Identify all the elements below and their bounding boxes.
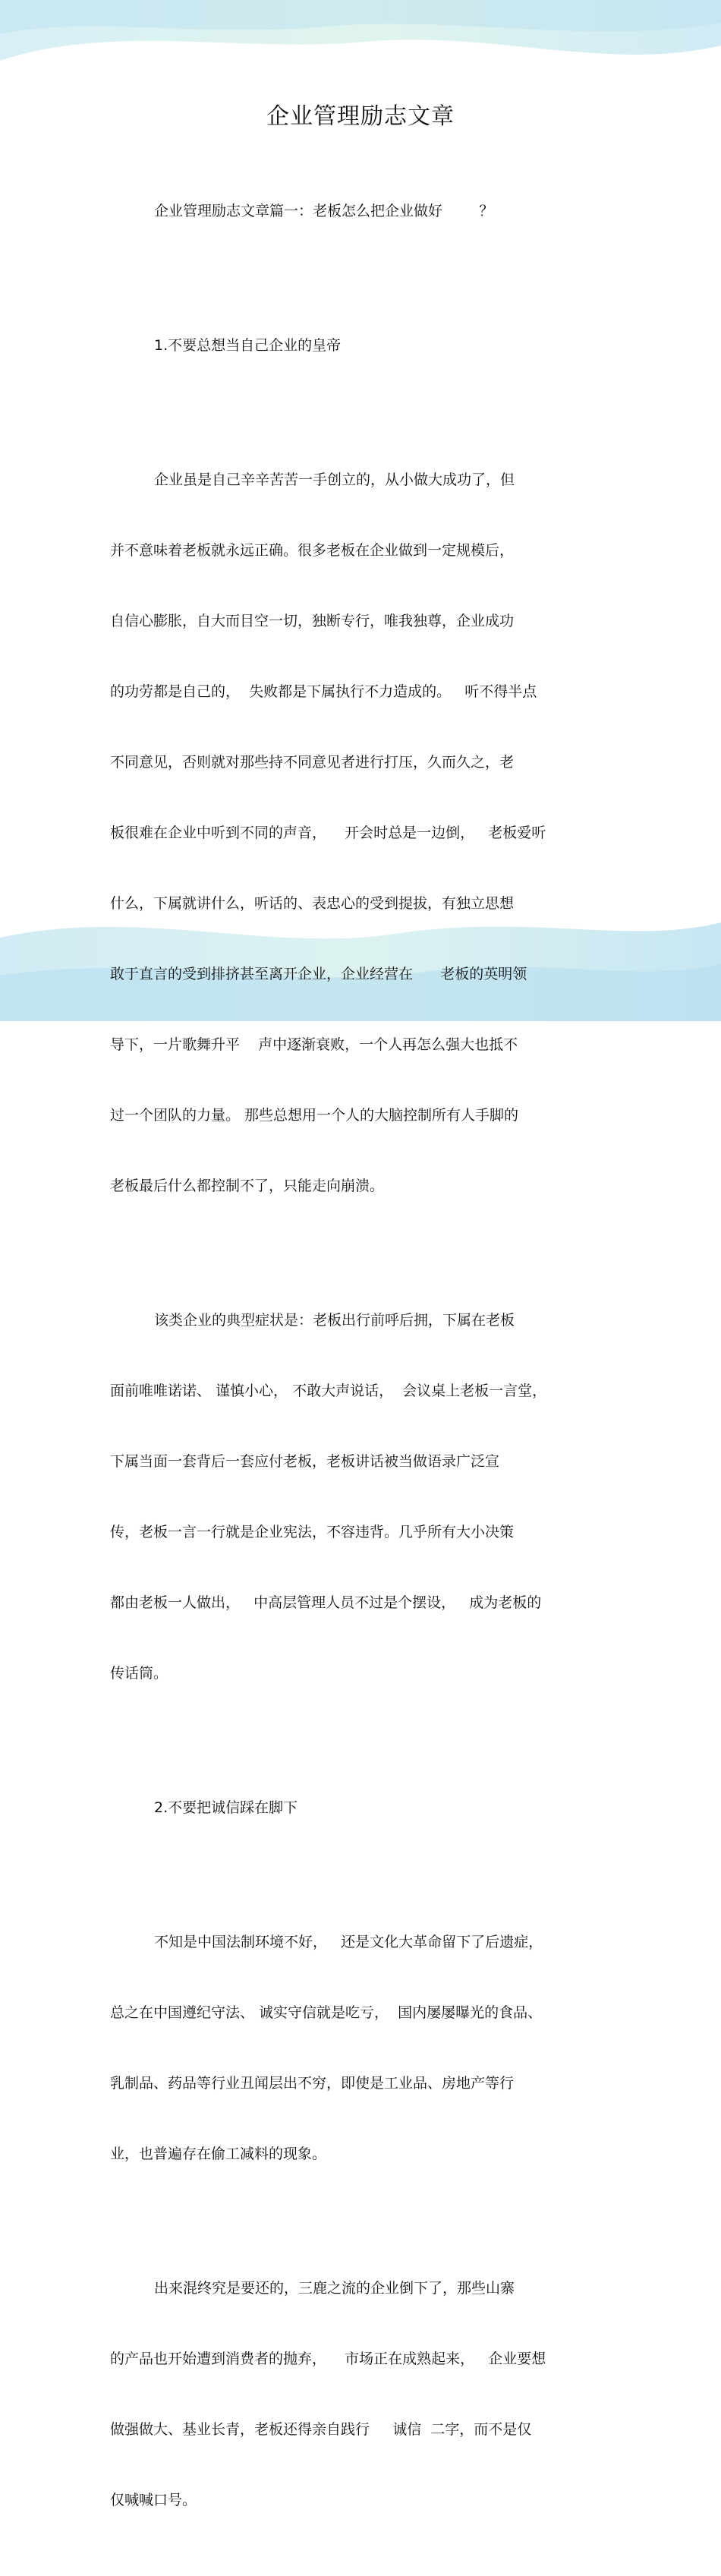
text-line: 做强做大、基业长青，老板还得亲自践行 诚信 二字，而不是仅 <box>110 2421 532 2438</box>
text-line: 的产品也开始遭到消费者的抛弃， 市场正在成熟起来， 企业要想 <box>110 2351 546 2367</box>
document-body <box>110 153 607 2576</box>
text-line: 面前唯唯诺诺、 谨慎小心， 不敢大声说话， 会议桌上老板一言堂， <box>110 1383 547 1399</box>
section-heading <box>110 287 607 405</box>
text-line: 企业管理励志文章篇一：老板怎么把企业做好 ？ <box>154 203 494 219</box>
text-line: 企业虽是自己辛辛苦苦一手创立的，从小做大成功了，但 <box>154 471 515 488</box>
text-line: 什么，下属就讲什么，听话的、表忠心的受到提拔，有独立思想 <box>110 895 515 912</box>
text-line: 并不意味着老板就永远正确。很多老板在企业做到一定规模后， <box>110 542 515 559</box>
text-line: 总之在中国遵纪守法、 诚实守信就是吃亏， 国内屡屡曝光的食品、 <box>110 2004 543 2021</box>
section-heading <box>110 1749 607 1867</box>
paragraph <box>110 1262 607 1733</box>
text-line: 过一个团队的力量。 那些总想用一个人的大脑控制所有人手脚的 <box>110 1107 519 1124</box>
text-line: 老板最后什么都控制不了，只能走向崩溃。 <box>110 1178 385 1194</box>
text-line: 业，也普遍存在偷工减料的现象。 <box>110 2146 327 2162</box>
paragraph <box>110 2230 607 2559</box>
text-line: 该类企业的典型症状是：老板出行前呼后拥，下属在老板 <box>154 1312 515 1329</box>
document-title: 企业管理励志文章 <box>266 103 455 130</box>
text-line: 不知是中国法制环境不好， 还是文化大革命留下了后遗症， <box>154 1934 543 1950</box>
paragraph <box>110 1884 607 2213</box>
text-line: 1.不要总想当自己企业的皇帝 <box>154 337 342 354</box>
text-line: 出来混终究是要还的，三鹿之流的企业倒下了，那些山寨 <box>154 2280 515 2297</box>
text-line: 敢于直言的受到排挤甚至离开企业，企业经营在 老板的英明领 <box>110 966 527 982</box>
text-line: 的功劳都是自己的， 失败都是下属执行不力造成的。 听不得半点 <box>110 683 537 700</box>
paragraph <box>110 421 607 1245</box>
text-line: 不同意见，否则就对那些持不同意见者进行打压，久而久之，老 <box>110 754 515 771</box>
text-line: 都由老板一人做出， 中高层管理人员不过是个摆设， 成为老板的 <box>110 1594 542 1611</box>
text-line: 传话筒。 <box>110 1665 168 1682</box>
text-line: 仅喊喊口号。 <box>110 2492 197 2508</box>
text-line: 自信心膨胀，自大而目空一切，独断专行，唯我独尊，企业成功 <box>110 613 515 629</box>
text-line: 下属当面一套背后一套应付老板，老板讲话被当做语录广泛宣 <box>110 1453 500 1470</box>
text-line: 板很难在企业中听到不同的声音， 开会时总是一边倒， 老板爱听 <box>110 825 546 841</box>
text-line: 2.不要把诚信踩在脚下 <box>154 1799 298 1816</box>
text-line: 传，老板一言一行就是企业宪法，不容违背。几乎所有大小决策 <box>110 1524 515 1540</box>
text-line: 导下，一片歌舞升平 声中逐渐衰败，一个人再怎么强大也抵不 <box>110 1036 518 1053</box>
text-line: 乳制品、药品等行业丑闻层出不穷，即使是工业品、房地产等行 <box>110 2075 515 2092</box>
subtitle <box>110 153 607 270</box>
